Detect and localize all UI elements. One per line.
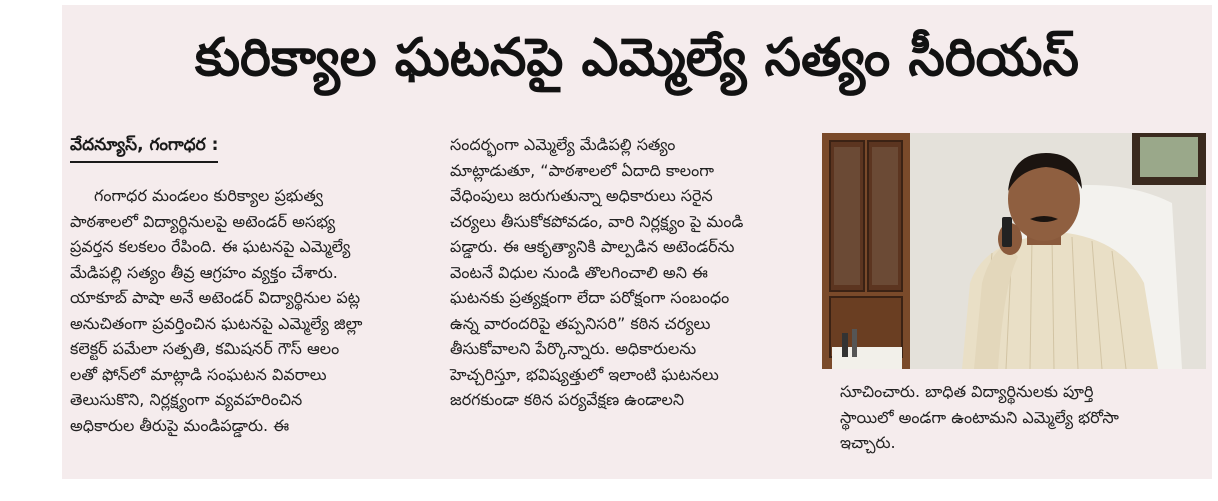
text-line: సూచించారు. బాధిత విద్యార్థినులకు పూర్తి — [840, 382, 1094, 401]
article-column-2 — [450, 132, 810, 413]
text-line: యాకూబ్ పాషా అనే అటెండర్ విద్యార్థినుల పట్ల — [70, 288, 361, 307]
text-line: హెచ్చరిస్తూ, భవిష్యత్తులో ఇలాంటి ఘటనలు — [450, 364, 719, 384]
text-line: మాట్లాడుతూ, “పాఠశాలలో ఏదాది కాలంగా — [450, 160, 714, 180]
text-line: అనుచితంగా ప్రవర్తించిన ఘటనపై ఎమ్మెల్యే జిల్లా — [70, 313, 363, 333]
text-line: తీసుకోవాలని పేర్కొన్నారు. అధికారులను — [450, 339, 697, 358]
text-line: స్థాయిలో అండగా ఉంటామని ఎమ్మెల్యే భరోసా — [840, 407, 1119, 427]
newspaper-clipping — [62, 5, 1212, 479]
text-line: వేధింపులు జరుగుతున్నా అధికారులు సరైన — [450, 186, 713, 205]
text-line: జరగకుండా కఠిన పర్యవేక్షణ ఉండాలని — [450, 390, 685, 409]
text-line: సందర్భంగా ఎమ్మెల్యే మేడిపల్లి సత్యం — [450, 135, 676, 154]
text-line: తెలుసుకొని, నిర్లక్ష్యంగా వ్యవహరించిన — [70, 390, 303, 409]
text-line: చర్యలు తీసుకోకపోవడం, వారి నిర్లక్ష్యం పై మండి — [450, 211, 744, 231]
text-line: వెంటనే విధుల నుండి తొలగించాలి అని ఈ — [450, 262, 708, 282]
text-line: పడ్డారు. ఈ ఆకృత్యానికి పాల్పడిన అటెండర్‌ను — [450, 237, 735, 256]
text-line: అధికారుల తీరుపై మండిపడ్డారు. ఈ — [70, 415, 290, 435]
article-column-1 — [70, 183, 410, 438]
text-line: కలెక్టర్ పమేలా సత్పతి, కమిషనర్ గౌస్ ఆలం — [70, 339, 340, 358]
text-line: పాఠశాలలో విద్యార్థినులపై అటెండర్ అసభ్య — [70, 211, 336, 231]
headline: కురిక్యాల ఘటనపై ఎమ్మెల్యే సత్యం సీరియస్ — [194, 27, 1080, 88]
text-line: ఘటనకు ప్రత్యక్షంగా లేదా పరోక్షంగా సంబంధం — [450, 288, 730, 307]
text-line: ప్రవర్తన కలకలం రేపింది. ఈ ఘటనపై ఎమ్మెల్యే — [70, 237, 351, 256]
article-column-3 — [840, 379, 1200, 456]
text-line: ఉన్న వారందరిపై తప్పనిసరి” కఠిన చర్యలు — [450, 313, 711, 333]
text-line: మేడిపల్లి సత్యం తీవ్ర ఆగ్రహం వ్యక్తం చేశారు. — [70, 262, 338, 282]
text-line: గంగాధర మండలం కురిక్యాల ప్రభుత్వ — [94, 186, 324, 205]
byline: వేదన్యూస్, గంగాధర : — [70, 135, 218, 163]
mla-photo — [822, 133, 1206, 369]
text-line: లతో ఫోన్‌లో మాట్లాడి సంఘటన వివరాలు — [70, 364, 327, 384]
text-line: ఇచ్చారు. — [840, 433, 896, 452]
